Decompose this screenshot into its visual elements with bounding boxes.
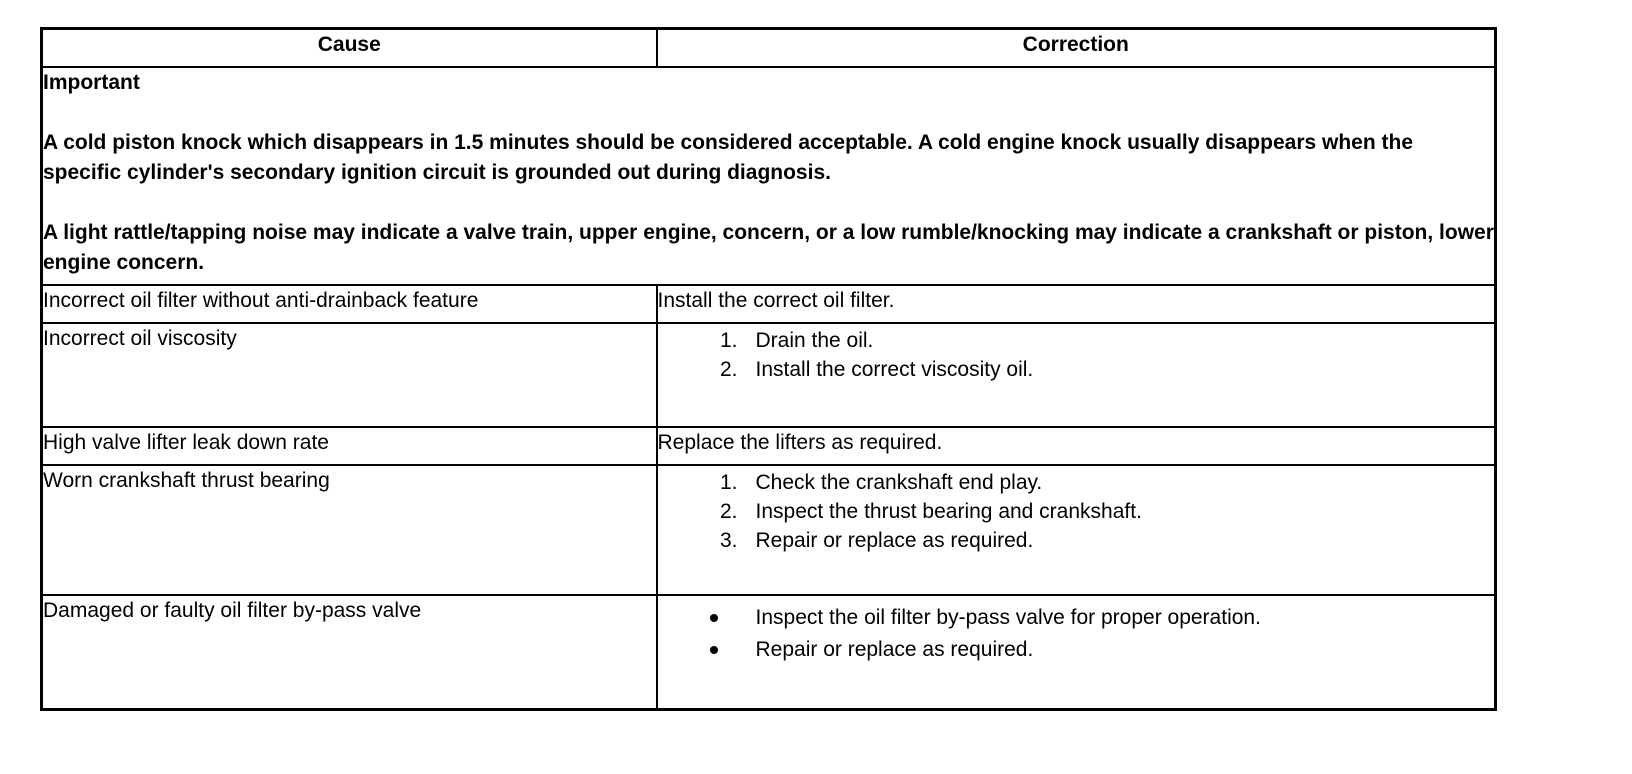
cause-header: Cause [42, 29, 657, 68]
bullet-item [658, 634, 1495, 666]
step-number: 2. [719, 358, 738, 381]
cause-cell: Incorrect oil viscosity [42, 323, 657, 427]
table-row [42, 465, 1496, 595]
step-item [658, 497, 1495, 526]
diagnostic-table [40, 27, 1497, 711]
table-row [42, 427, 1496, 465]
step-number: 1. [719, 471, 738, 494]
step-number: 2. [719, 500, 738, 523]
step-text: Check the crankshaft end play. [755, 471, 1043, 494]
cause-cell: High valve lifter leak down rate [42, 427, 657, 465]
correction-cell [657, 595, 1496, 710]
important-paragraph: A cold piston knock which disappears in 1.5 minutes should be considered acceptable. A cold engine knock usually disappears when the specific cylinder's secondary ignition circuit is grounded out during diagnosis. [43, 131, 1414, 184]
table-row [42, 323, 1496, 427]
step-item [658, 326, 1495, 355]
correction-cell: Install the correct oil filter. [657, 285, 1496, 323]
correction-cell [657, 465, 1496, 595]
important-title: Important [43, 71, 140, 94]
table-row [42, 285, 1496, 323]
step-number: 1. [719, 329, 738, 352]
bullet-item [658, 602, 1495, 634]
important-paragraph: A light rattle/tapping noise may indicate a valve train, upper engine, concern, or a low rumble/knocking may indicate a crankshaft or piston, lower engine concern. [43, 221, 1494, 274]
correction-steps [658, 468, 1495, 555]
step-text: Repair or replace as required. [755, 529, 1034, 552]
bullet-icon [710, 614, 718, 622]
header-row [42, 29, 1496, 68]
step-item [658, 468, 1495, 497]
cause-cell: Damaged or faulty oil filter by-pass valve [42, 595, 657, 710]
cause-cell: Incorrect oil filter without anti-drainback feature [42, 285, 657, 323]
step-item [658, 526, 1495, 555]
bullet-text: Inspect the oil filter by-pass valve for proper operation. [755, 606, 1261, 629]
correction-steps [658, 326, 1495, 384]
correction-header: Correction [657, 29, 1496, 68]
step-number: 3. [719, 529, 738, 552]
bullet-text: Repair or replace as required. [755, 638, 1034, 661]
important-row [42, 67, 1496, 285]
table-row [42, 595, 1496, 710]
correction-cell: Replace the lifters as required. [657, 427, 1496, 465]
important-note [42, 67, 1496, 285]
step-item [658, 355, 1495, 384]
correction-bullets [658, 602, 1495, 666]
step-text: Drain the oil. [755, 329, 874, 352]
correction-cell [657, 323, 1496, 427]
step-text: Inspect the thrust bearing and crankshaft. [755, 500, 1142, 523]
step-text: Install the correct viscosity oil. [755, 358, 1034, 381]
bullet-icon [710, 646, 718, 654]
cause-cell: Worn crankshaft thrust bearing [42, 465, 657, 595]
